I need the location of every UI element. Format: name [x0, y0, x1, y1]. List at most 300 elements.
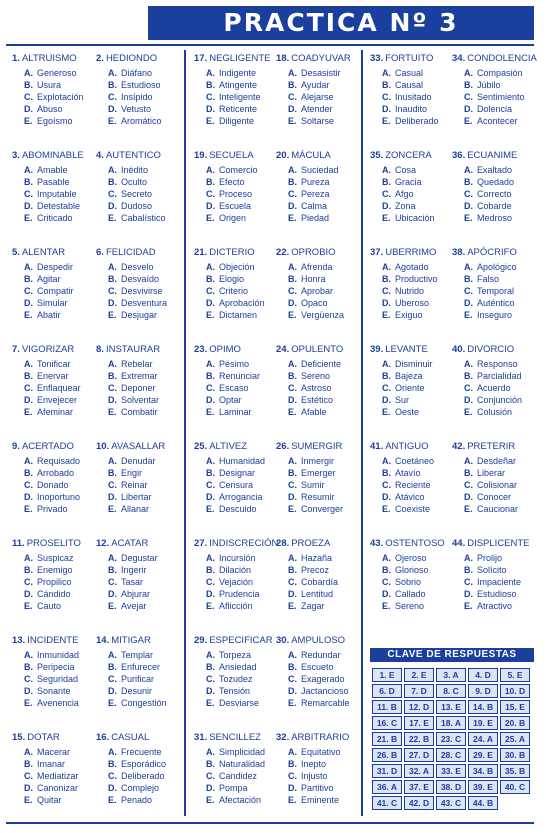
option-letter: D.: [288, 201, 297, 211]
option-text: Desviarse: [219, 698, 260, 708]
answer-option: [452, 176, 536, 188]
option-text: Atavío: [395, 468, 421, 478]
question-word: AMPULOSO: [291, 635, 346, 646]
option-letter: E.: [108, 601, 117, 611]
answer-option: [452, 91, 536, 103]
option-letter: B.: [206, 274, 215, 284]
option-letter: C.: [382, 383, 391, 393]
option-text: Amable: [37, 165, 68, 175]
answer-option: [96, 503, 180, 515]
option-letter: B.: [288, 565, 297, 575]
option-letter: A.: [464, 553, 473, 563]
option-text: Parcialidad: [477, 371, 522, 381]
option-text: Congestión: [121, 698, 167, 708]
question-word: ESPECIFICAR: [209, 635, 273, 646]
option-letter: E.: [108, 504, 117, 514]
question-item: [370, 247, 454, 321]
question-word: DISPLICENTE: [467, 538, 530, 549]
question-item: [276, 635, 360, 709]
option-text: Escuela: [219, 201, 252, 211]
option-text: Nutrido: [395, 286, 425, 296]
option-text: Imputable: [37, 189, 77, 199]
option-letter: A.: [24, 650, 33, 660]
option-letter: D.: [108, 783, 117, 793]
answer-option: [370, 455, 454, 467]
question-head: [276, 247, 360, 261]
option-letter: C.: [206, 674, 215, 684]
option-letter: A.: [288, 456, 297, 466]
option-letter: C.: [288, 577, 297, 587]
option-text: Aromático: [121, 116, 162, 126]
option-letter: E.: [288, 407, 297, 417]
answer-option: [452, 406, 536, 418]
answer-option: [194, 394, 278, 406]
answer-option: [276, 176, 360, 188]
question-number: 23.: [194, 344, 208, 355]
option-letter: E.: [464, 310, 473, 320]
question-word: MITIGAR: [111, 635, 151, 646]
answer-option: [12, 503, 96, 515]
option-letter: D.: [382, 492, 391, 502]
question-word: OPROBIO: [291, 247, 336, 258]
option-text: Suspicaz: [37, 553, 74, 563]
answer-option: [194, 67, 278, 79]
option-text: Inédito: [121, 165, 149, 175]
option-letter: C.: [382, 286, 391, 296]
option-letter: C.: [382, 189, 391, 199]
question-word: FELICIDAD: [105, 247, 156, 258]
answer-option: [194, 746, 278, 758]
answer-option: [96, 685, 180, 697]
option-text: Exaltado: [477, 165, 513, 175]
option-text: Tasar: [121, 577, 144, 587]
answer-option: [194, 455, 278, 467]
answer-option: [12, 697, 96, 709]
answer-key-cell: 21. B: [372, 732, 402, 746]
option-letter: D.: [382, 201, 391, 211]
question-word: ALTIVEZ: [209, 441, 248, 452]
question-word: COADYUVAR: [291, 53, 351, 64]
option-letter: C.: [464, 577, 473, 587]
option-text: Aflicción: [219, 601, 253, 611]
question-number: 32.: [276, 732, 290, 743]
answer-key-grid: [370, 666, 534, 812]
answer-option: [452, 79, 536, 91]
answer-option: [194, 309, 278, 321]
answer-option: [194, 491, 278, 503]
question-head: [276, 344, 360, 358]
option-letter: B.: [24, 565, 33, 575]
option-text: Reciente: [395, 480, 431, 490]
question-head: [194, 53, 278, 67]
answer-option: [194, 176, 278, 188]
answer-option: [452, 564, 536, 576]
question-head: [96, 344, 180, 358]
option-letter: A.: [108, 262, 117, 272]
option-text: Censura: [219, 480, 254, 490]
answer-option: [370, 479, 454, 491]
answer-option: [452, 588, 536, 600]
answer-option: [276, 382, 360, 394]
answer-key-cell: 23. C: [436, 732, 466, 746]
question-item: [96, 732, 180, 806]
option-letter: C.: [108, 189, 117, 199]
answer-key-cell: 32. A: [404, 764, 434, 778]
question-head: [276, 53, 360, 67]
answer-option: [370, 212, 454, 224]
answer-key-cell: 29. E: [468, 748, 498, 762]
bottom-rule: [6, 822, 534, 824]
question-item: [96, 635, 180, 709]
question-word: CONDOLENCIA: [467, 53, 537, 64]
answer-option: [370, 91, 454, 103]
question-number: 5.: [12, 247, 20, 258]
option-text: Colisionar: [477, 480, 518, 490]
question-word: ACERTADO: [21, 441, 74, 452]
option-letter: D.: [382, 104, 391, 114]
option-letter: C.: [464, 286, 473, 296]
option-letter: C.: [24, 674, 33, 684]
answer-option: [194, 285, 278, 297]
option-text: Sonante: [37, 686, 71, 696]
option-letter: B.: [382, 177, 391, 187]
option-text: Canonizar: [37, 783, 79, 793]
option-letter: D.: [464, 201, 473, 211]
answer-option: [12, 273, 96, 285]
question-item: [12, 441, 96, 515]
option-text: Emerger: [301, 468, 336, 478]
answer-option: [194, 649, 278, 661]
option-letter: E.: [464, 407, 473, 417]
option-text: Pésimo: [219, 359, 250, 369]
option-letter: A.: [382, 68, 391, 78]
question-head: [12, 538, 96, 552]
question-number: 6.: [96, 247, 104, 258]
option-text: Objeción: [219, 262, 255, 272]
option-text: Ayudar: [301, 80, 330, 90]
question-word: OPIMO: [209, 344, 241, 355]
option-text: Abatir: [37, 310, 61, 320]
answer-option: [452, 67, 536, 79]
question-item: [276, 150, 360, 224]
option-text: Afable: [301, 407, 327, 417]
question-word: ARBITRARIO: [291, 732, 350, 743]
answer-key-cell: 14. B: [468, 700, 498, 714]
question-head: [452, 53, 536, 67]
option-letter: A.: [108, 165, 117, 175]
answer-key-cell: 25. A: [500, 732, 530, 746]
answer-option: [452, 455, 536, 467]
option-text: Complejo: [121, 783, 160, 793]
option-text: Júbilo: [477, 80, 501, 90]
answer-option: [370, 358, 454, 370]
option-letter: B.: [288, 662, 297, 672]
answer-option: [194, 103, 278, 115]
option-letter: D.: [288, 783, 297, 793]
answer-option: [96, 455, 180, 467]
question-number: 34.: [452, 53, 466, 64]
answer-option: [12, 370, 96, 382]
answer-option: [276, 67, 360, 79]
answer-option: [194, 661, 278, 673]
option-text: Suciedad: [301, 165, 339, 175]
option-letter: A.: [24, 165, 33, 175]
answer-option: [276, 188, 360, 200]
option-text: Reticente: [219, 104, 258, 114]
option-letter: A.: [206, 359, 215, 369]
question-item: [194, 247, 278, 321]
option-letter: B.: [382, 371, 391, 381]
answer-option: [194, 406, 278, 418]
answer-option: [276, 491, 360, 503]
question-item: [96, 441, 180, 515]
answer-option: [12, 673, 96, 685]
question-item: [452, 53, 536, 127]
option-letter: A.: [108, 68, 117, 78]
option-text: Prolijo: [477, 553, 503, 563]
question-item: [370, 538, 454, 612]
question-number: 37.: [370, 247, 384, 258]
option-letter: C.: [206, 286, 215, 296]
option-text: Avejar: [121, 601, 147, 611]
option-text: Proceso: [219, 189, 253, 199]
question-word: INCIDENTE: [27, 635, 79, 646]
answer-key-cell: 34. B: [468, 764, 498, 778]
option-text: Glorioso: [395, 565, 429, 575]
option-letter: B.: [206, 759, 215, 769]
option-letter: C.: [206, 480, 215, 490]
option-text: Prudencia: [219, 589, 260, 599]
question-item: [370, 344, 454, 418]
option-letter: D.: [24, 298, 33, 308]
option-text: Desjugar: [121, 310, 158, 320]
answer-option: [12, 552, 96, 564]
answer-option: [96, 588, 180, 600]
option-text: Tensión: [219, 686, 251, 696]
option-letter: C.: [24, 92, 33, 102]
option-letter: D.: [464, 589, 473, 599]
option-letter: D.: [108, 686, 117, 696]
answer-option: [370, 200, 454, 212]
option-text: Opaco: [301, 298, 328, 308]
option-letter: C.: [288, 771, 297, 781]
option-letter: C.: [288, 674, 297, 684]
option-text: Descuido: [219, 504, 257, 514]
option-letter: C.: [288, 92, 297, 102]
option-text: Liberar: [477, 468, 506, 478]
answer-option: [276, 103, 360, 115]
answer-option: [12, 770, 96, 782]
question-head: [276, 538, 360, 552]
option-letter: E.: [206, 213, 215, 223]
question-head: [370, 150, 454, 164]
option-text: Piedad: [301, 213, 330, 223]
option-letter: B.: [288, 80, 297, 90]
option-letter: B.: [24, 468, 33, 478]
question-number: 1.: [12, 53, 20, 64]
option-letter: C.: [108, 771, 117, 781]
option-text: Insípido: [121, 92, 153, 102]
answer-option: [96, 479, 180, 491]
answer-option: [276, 309, 360, 321]
option-letter: E.: [108, 116, 117, 126]
option-letter: E.: [464, 116, 473, 126]
answer-key-cell: 16. C: [372, 716, 402, 730]
question-item: [12, 344, 96, 418]
option-text: Reinar: [121, 480, 148, 490]
option-text: Caucionar: [477, 504, 519, 514]
answer-option: [96, 552, 180, 564]
answer-option: [12, 746, 96, 758]
question-word: ACATAR: [111, 538, 149, 549]
answer-option: [96, 673, 180, 685]
option-text: Callado: [395, 589, 426, 599]
answer-option: [276, 79, 360, 91]
answer-option: [276, 770, 360, 782]
option-text: Eminente: [301, 795, 340, 805]
question-head: [96, 538, 180, 552]
option-letter: A.: [382, 165, 391, 175]
question-number: 20.: [276, 150, 290, 161]
option-text: Precoz: [301, 565, 330, 575]
question-number: 4.: [96, 150, 104, 161]
answer-option: [370, 491, 454, 503]
question-word: DIVORCIO: [467, 344, 515, 355]
option-text: Injusto: [301, 771, 328, 781]
question-word: DOTAR: [27, 732, 60, 743]
option-text: Alejarse: [301, 92, 334, 102]
option-text: Gracia: [395, 177, 422, 187]
option-letter: B.: [24, 759, 33, 769]
option-text: Auténtico: [477, 298, 515, 308]
answer-key-cell: 33. E: [436, 764, 466, 778]
option-text: Coetáneo: [395, 456, 435, 466]
option-letter: C.: [24, 577, 33, 587]
option-letter: D.: [464, 492, 473, 502]
answer-option: [12, 115, 96, 127]
question-item: [452, 247, 536, 321]
question-number: 30.: [276, 635, 290, 646]
answer-key-cell: 26. B: [372, 748, 402, 762]
question-number: 39.: [370, 344, 384, 355]
option-letter: E.: [206, 504, 215, 514]
question-item: [12, 732, 96, 806]
option-text: Desdeñar: [477, 456, 517, 466]
option-text: Enfurecer: [121, 662, 161, 672]
answer-option: [194, 758, 278, 770]
question-head: [276, 635, 360, 649]
option-letter: C.: [108, 674, 117, 684]
option-letter: C.: [288, 189, 297, 199]
option-letter: A.: [464, 165, 473, 175]
answer-option: [12, 649, 96, 661]
option-text: Dudoso: [121, 201, 153, 211]
answer-option: [96, 212, 180, 224]
option-letter: B.: [108, 274, 117, 284]
answer-option: [276, 406, 360, 418]
answer-option: [276, 200, 360, 212]
question-word: FORTUITO: [385, 53, 434, 64]
question-word: HEDIONDO: [105, 53, 158, 64]
option-letter: C.: [288, 383, 297, 393]
option-text: Sereno: [301, 371, 331, 381]
answer-option: [96, 358, 180, 370]
option-text: Sentimiento: [477, 92, 525, 102]
answer-option: [96, 370, 180, 382]
option-letter: D.: [24, 201, 33, 211]
option-letter: B.: [464, 177, 473, 187]
option-text: Allanar: [121, 504, 150, 514]
option-text: Solícito: [477, 565, 507, 575]
option-text: Privado: [37, 504, 68, 514]
question-number: 3.: [12, 150, 20, 161]
option-text: Efecto: [219, 177, 245, 187]
option-text: Simular: [37, 298, 68, 308]
question-head: [96, 150, 180, 164]
answer-key-cell: 20. B: [500, 716, 530, 730]
option-letter: A.: [288, 650, 297, 660]
answer-key-cell: 42. D: [404, 796, 434, 810]
answer-option: [452, 370, 536, 382]
question-number: 29.: [194, 635, 208, 646]
option-letter: B.: [288, 468, 297, 478]
option-text: Colusión: [477, 407, 513, 417]
option-letter: E.: [288, 213, 297, 223]
option-text: Dilación: [219, 565, 252, 575]
question-number: 11.: [12, 538, 25, 549]
question-word: OSTENTOSO: [385, 538, 445, 549]
question-head: [452, 247, 536, 261]
answer-option: [194, 188, 278, 200]
question-item: [96, 538, 180, 612]
question-number: 24.: [276, 344, 290, 355]
answer-key-cell: 2. E: [404, 668, 434, 682]
answer-option: [276, 649, 360, 661]
option-text: Cándido: [37, 589, 71, 599]
option-text: Tonificar: [37, 359, 71, 369]
answer-option: [12, 285, 96, 297]
option-text: Agitar: [37, 274, 61, 284]
question-number: 10.: [96, 441, 110, 452]
option-letter: D.: [108, 201, 117, 211]
answer-option: [12, 576, 96, 588]
question-word: SUMERGIR: [291, 441, 343, 452]
option-letter: C.: [206, 577, 215, 587]
option-letter: E.: [464, 504, 473, 514]
option-letter: A.: [108, 359, 117, 369]
answer-option: [194, 79, 278, 91]
answer-option: [276, 673, 360, 685]
question-word: AVASALLAR: [111, 441, 166, 452]
option-letter: C.: [464, 383, 473, 393]
option-text: Pasable: [37, 177, 70, 187]
question-item: [276, 344, 360, 418]
option-text: Temporal: [477, 286, 515, 296]
option-letter: A.: [24, 553, 33, 563]
question-number: 42.: [452, 441, 466, 452]
option-letter: C.: [206, 189, 215, 199]
answer-option: [96, 491, 180, 503]
answer-option: [276, 297, 360, 309]
answer-option: [96, 309, 180, 321]
answer-option: [370, 67, 454, 79]
answer-option: [452, 552, 536, 564]
option-letter: D.: [464, 104, 473, 114]
option-letter: A.: [464, 68, 473, 78]
option-text: Escueto: [301, 662, 334, 672]
answer-option: [452, 188, 536, 200]
answer-option: [12, 358, 96, 370]
